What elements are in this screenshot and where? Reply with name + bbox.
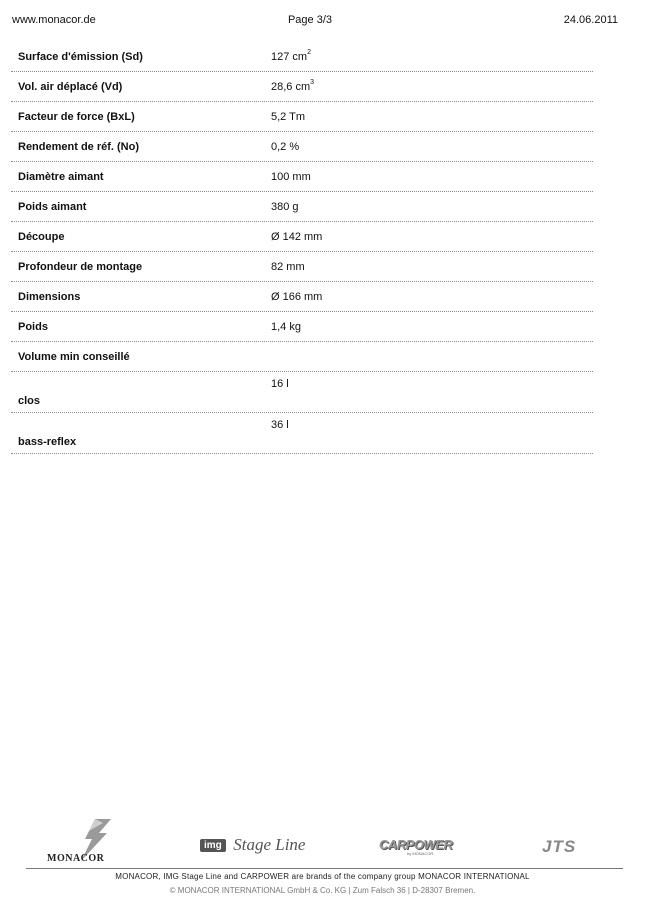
spec-value: 82 mm	[271, 261, 305, 273]
brand-logos	[0, 815, 645, 867]
spec-row	[11, 72, 593, 102]
spec-label: clos	[18, 395, 41, 407]
spec-value: 0,2 %	[271, 141, 300, 153]
spec-row	[11, 132, 593, 162]
monacor-logo	[45, 817, 137, 865]
spec-row	[11, 42, 593, 72]
spec-label: Découpe	[18, 231, 65, 243]
page-number: Page 3/3	[287, 14, 333, 26]
spec-label: Profondeur de montage	[18, 261, 143, 273]
spec-value: 100 mm	[271, 171, 311, 183]
stage-line-logo	[200, 835, 305, 861]
spec-label: bass-reflex	[18, 436, 77, 448]
spec-row	[11, 252, 593, 282]
spec-value: 36 l	[271, 419, 289, 431]
carpower-wordmark: CARPOWER	[379, 837, 453, 852]
spec-row	[11, 222, 593, 252]
footer-divider	[26, 868, 623, 869]
site-url[interactable]: www.monacor.de	[12, 14, 96, 26]
spec-row	[11, 192, 593, 222]
spec-label: Volume min conseillé	[18, 351, 130, 363]
spec-value: Ø 142 mm	[271, 231, 323, 243]
spec-value: 1,4 kg	[271, 321, 301, 333]
spec-row	[11, 282, 593, 312]
spec-label: Poids	[18, 321, 48, 333]
spec-row	[11, 102, 593, 132]
spec-label: Dimensions	[18, 291, 81, 303]
spec-row	[11, 413, 593, 454]
spec-row	[11, 312, 593, 342]
spec-label: Diamètre aimant	[18, 171, 104, 183]
spec-value: 380 g	[271, 201, 299, 213]
carpower-logo	[379, 837, 461, 861]
spec-label: Surface d'émission (Sd)	[18, 51, 143, 63]
stage-line-wordmark: Stage Line	[233, 835, 306, 854]
footer-brands-text: MONACOR, IMG Stage Line and CARPOWER are brands of the company group MONACOR INTERNATIONAL	[115, 872, 530, 881]
spec-label: Poids aimant	[18, 201, 87, 213]
spec-row	[11, 162, 593, 192]
img-badge: img	[200, 839, 226, 852]
spec-label: Rendement de réf. (No)	[18, 141, 140, 153]
spec-label: Facteur de force (BxL)	[18, 111, 135, 123]
spec-value: 5,2 Tm	[271, 111, 306, 123]
print-date: 24.06.2011	[563, 14, 618, 26]
carpower-subline: by MONACOR	[407, 851, 434, 856]
spec-row	[11, 342, 593, 372]
footer-copyright: © MONACOR INTERNATIONAL GmbH & Co. KG | Zum Falsch 36 | D-28307 Bremen.	[169, 886, 476, 895]
spec-value: 127 $cm^2$	[271, 49, 311, 63]
jts-wordmark: JTS	[542, 837, 577, 856]
spec-value: 16 l	[271, 378, 289, 390]
spec-value: 28,6 $cm^3$	[271, 79, 315, 93]
spec-table	[11, 42, 593, 454]
spec-row	[11, 372, 593, 413]
spec-label: Vol. air déplacé (Vd)	[18, 81, 123, 93]
spec-value: Ø 166 mm	[271, 291, 323, 303]
jts-logo	[542, 837, 576, 857]
monacor-wordmark: MONACOR	[47, 853, 105, 864]
